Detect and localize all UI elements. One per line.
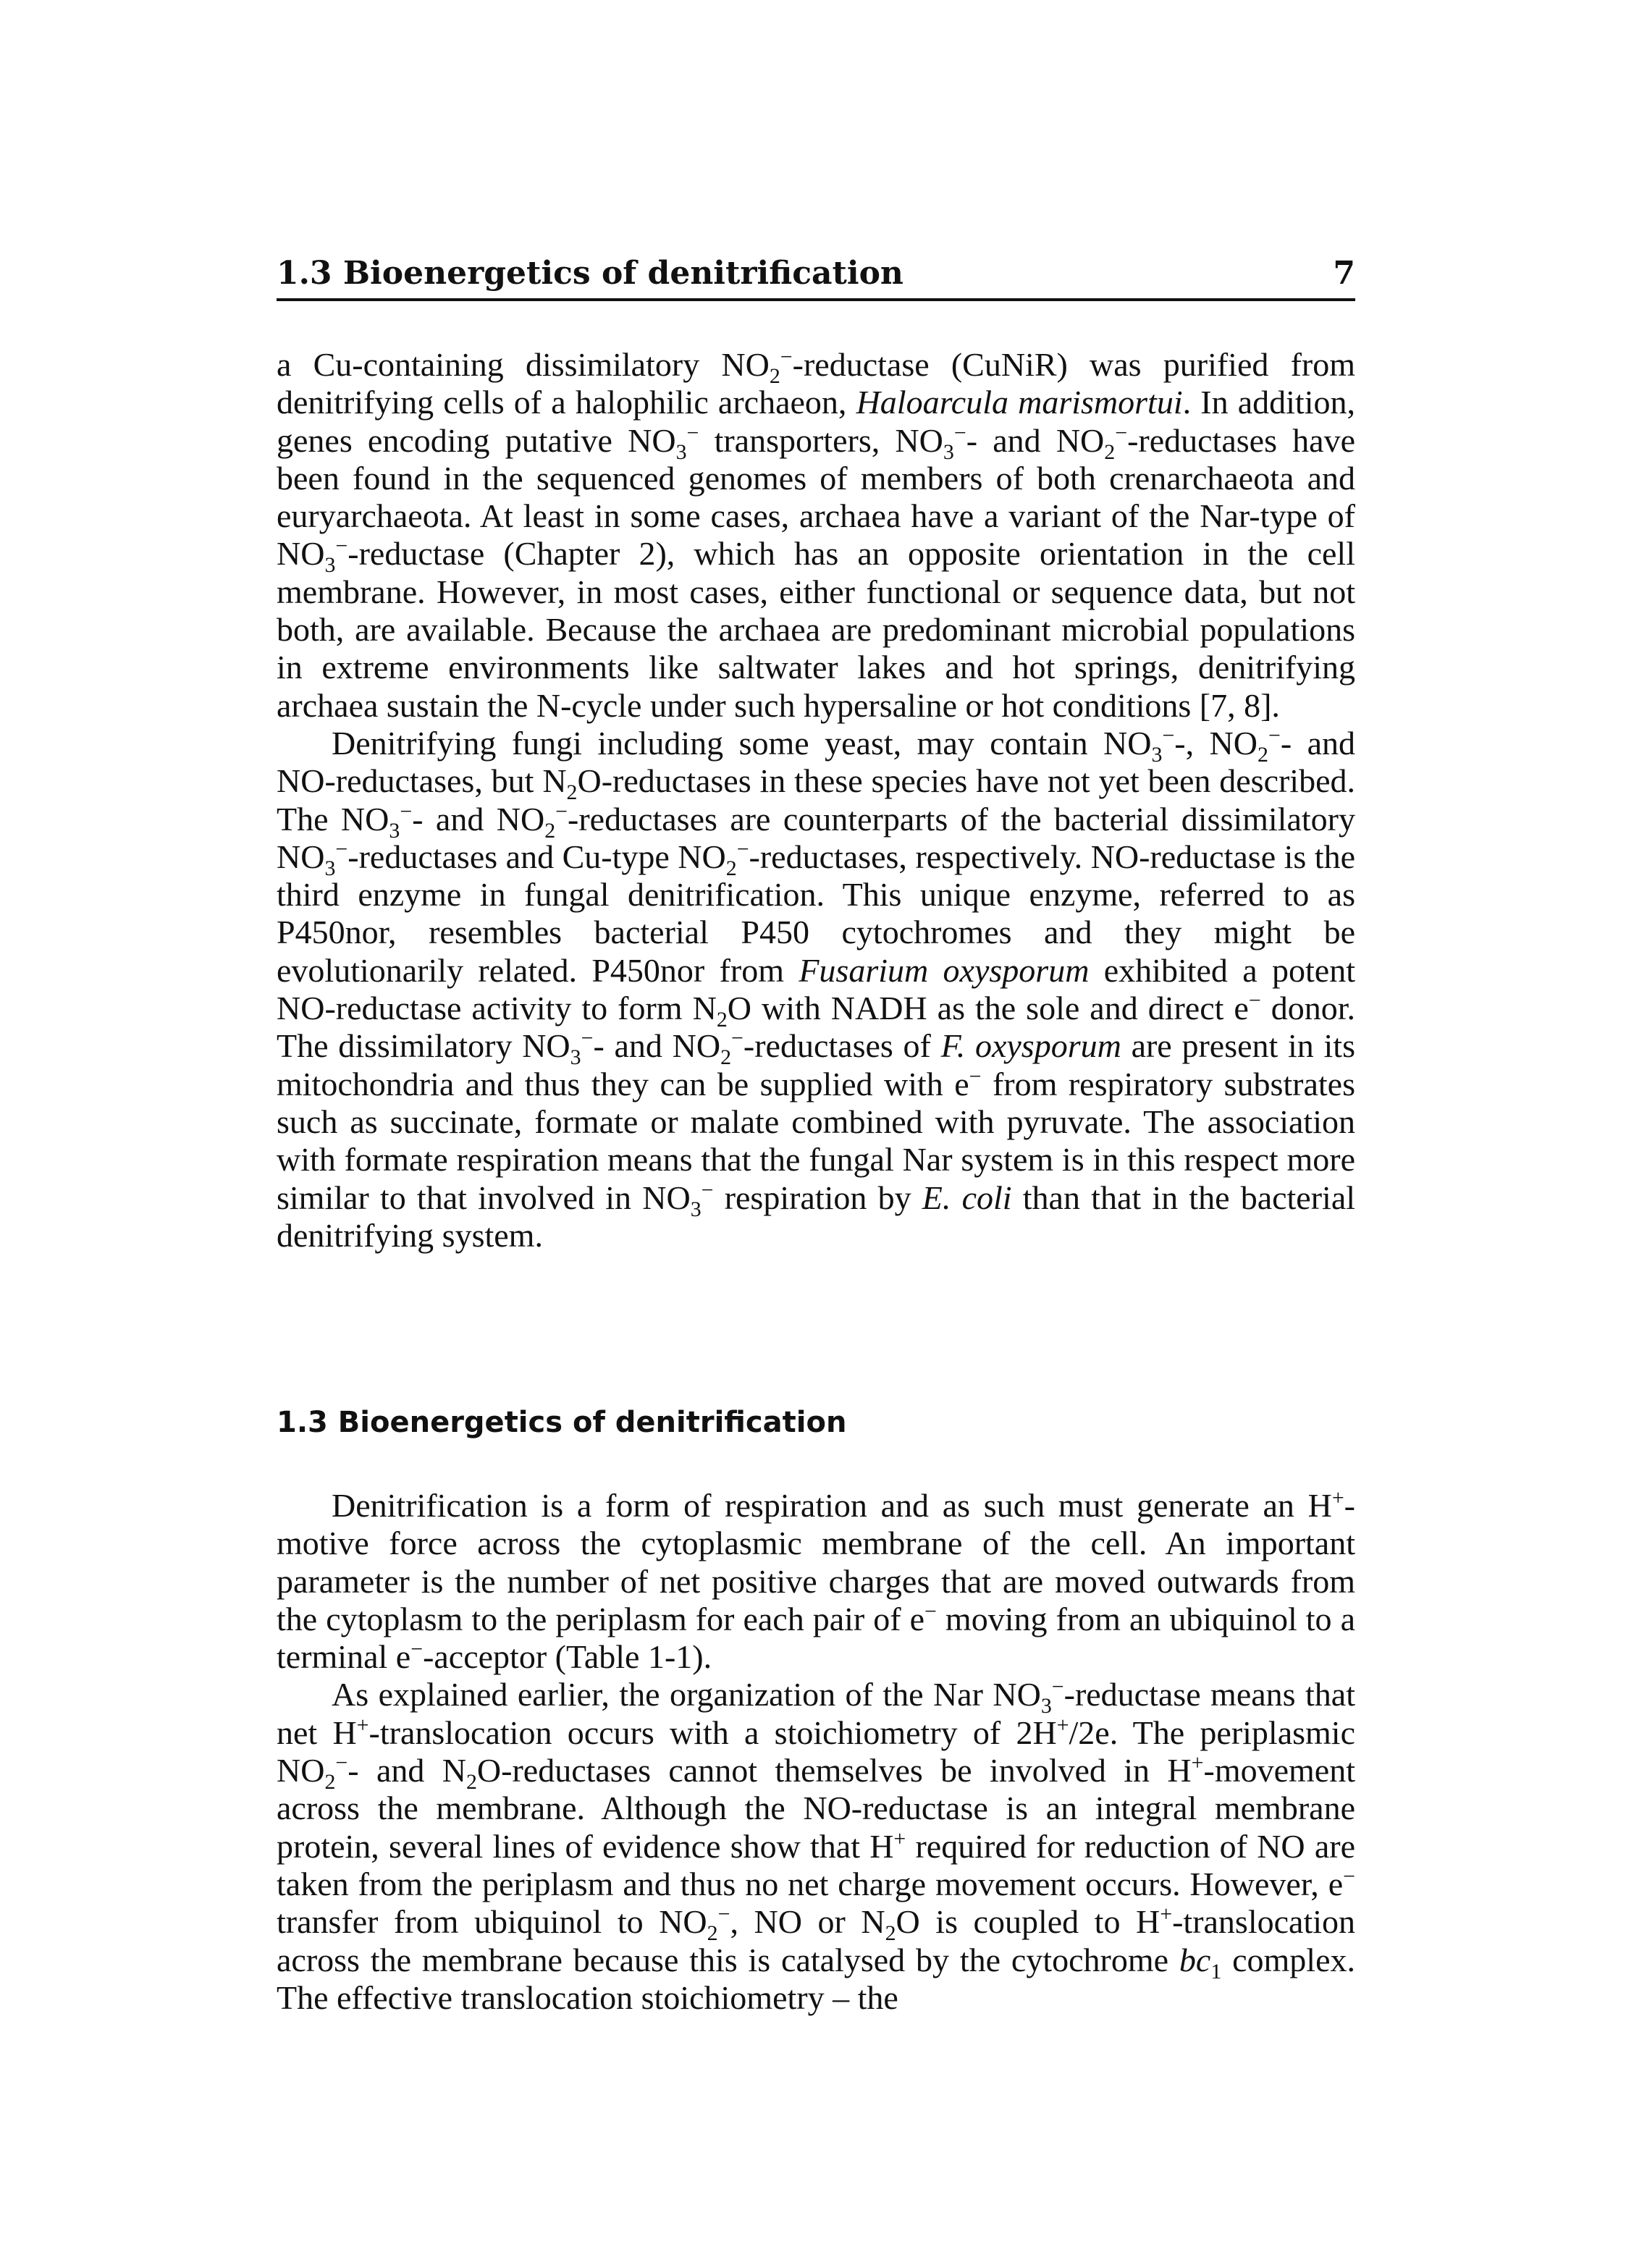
species-name: Fusarium oxysporum <box>799 951 1090 989</box>
species-name: Haloarcula marismortui <box>856 384 1183 421</box>
body-text-top <box>277 346 1355 1255</box>
species-name: F. oxysporum <box>940 1027 1121 1065</box>
complex-name: bc <box>1179 1941 1211 1978</box>
running-head <box>277 255 1355 301</box>
section-heading: 1.3 Bioenergetics of denitrification <box>277 1406 847 1439</box>
paragraph-fungi: Denitrifying fungi including some yeast, may contain $NO_3^--$, $NO_2^--$ and NO-reductases, but $N_2O$-reductases in these species have not yet been described. The $NO_3^--$ and $NO_2^-$-reductases are counterparts of the bacterial dissimilatory $NO_3^-$-reductases and Cu-type $NO_2^-$-reductases, respectively. NO-reductase is the third enzyme in fungal denitrification. This unique enzyme, referred to as P450nor, resembles bacterial P450 cytochromes and they might be evolutionarily related. P450nor from Fusarium oxysporum exhibited a potent NO-reductase activity to form $N_2O$ with NADH as the sole and direct e− donor. The dissimilatory $NO_3^--$ and $NO_2^-$-reductases of F. oxysporum are present in its mitochondria and thus they can be supplied with e− from respiratory substrates such as succinate, formate or malate combined with pyruvate. The association with formate respiration means that the fungal Nar system is in this respect more similar to that involved in $NO_3^-$ respiration by E. coli than that in the bacterial denitrifying system. <box>277 723 1356 1254</box>
paragraph-respiration: Denitrification is a form of respiration and as such must generate an H+-motive force across the cytoplasmic membrane of the cell. An important parameter is the number of net positive charges that are moved outwards from the cytoplasm to the periplasm for each pair of e− moving from an ubiquinol to a terminal e−-acceptor (Table 1-1). <box>277 1485 1355 1676</box>
page-number: 7 <box>1333 255 1355 292</box>
running-head-title: 1.3 Bioenergetics of denitrification <box>277 255 903 292</box>
body-text-bottom <box>277 1487 1355 2017</box>
paragraph-translocation: As explained earlier, the organization of the Nar $NO_3^-$-reductase means that net H+-translocation occurs with a stoichiometry of 2H+/2e. The periplasmic $NO_2^--$ and $N_2O$-reductases cannot themselves be involved in H+-movement across the membrane. Although the NO-reductase is an integral membrane protein, several lines of evidence show that H+ required for reduction of NO are taken from the periplasm and thus no net charge movement occurs. However, e− transfer from ubiquinol to $NO_2^-$, NO or $N_2O$ is coupled to H+-translocation across the membrane because this is catalysed by the cytochrome $bc_1$ complex. The effective translocation stoichiometry – the <box>277 1675 1356 2016</box>
paragraph-archaea: a Cu-containing dissimilatory $NO_2^-$-reductase (CuNiR) was purified from denitrifying cells of a halophilic archaeon, Haloarcula marismortui. In addition, genes encoding putative $NO_3^-$ transporters, $NO_3^--$ and $NO_2^-$-reductases have been found in the sequenced genomes of members of both crenarchaeota and euryarchaeota. At least in some cases, archaea have a variant of the Nar-type of $NO_3^-$-reductase (Chapter 2), which has an opposite orientation in the cell membrane. However, in most cases, either functional or sequence data, but not both, are available. Because the archaea are predominant microbial populations in extreme environments like saltwater lakes and hot springs, denitrifying archaea sustain the N-cycle under such hypersaline or hot conditions [7, 8]. <box>277 345 1355 724</box>
species-name: E. coli <box>922 1179 1012 1216</box>
